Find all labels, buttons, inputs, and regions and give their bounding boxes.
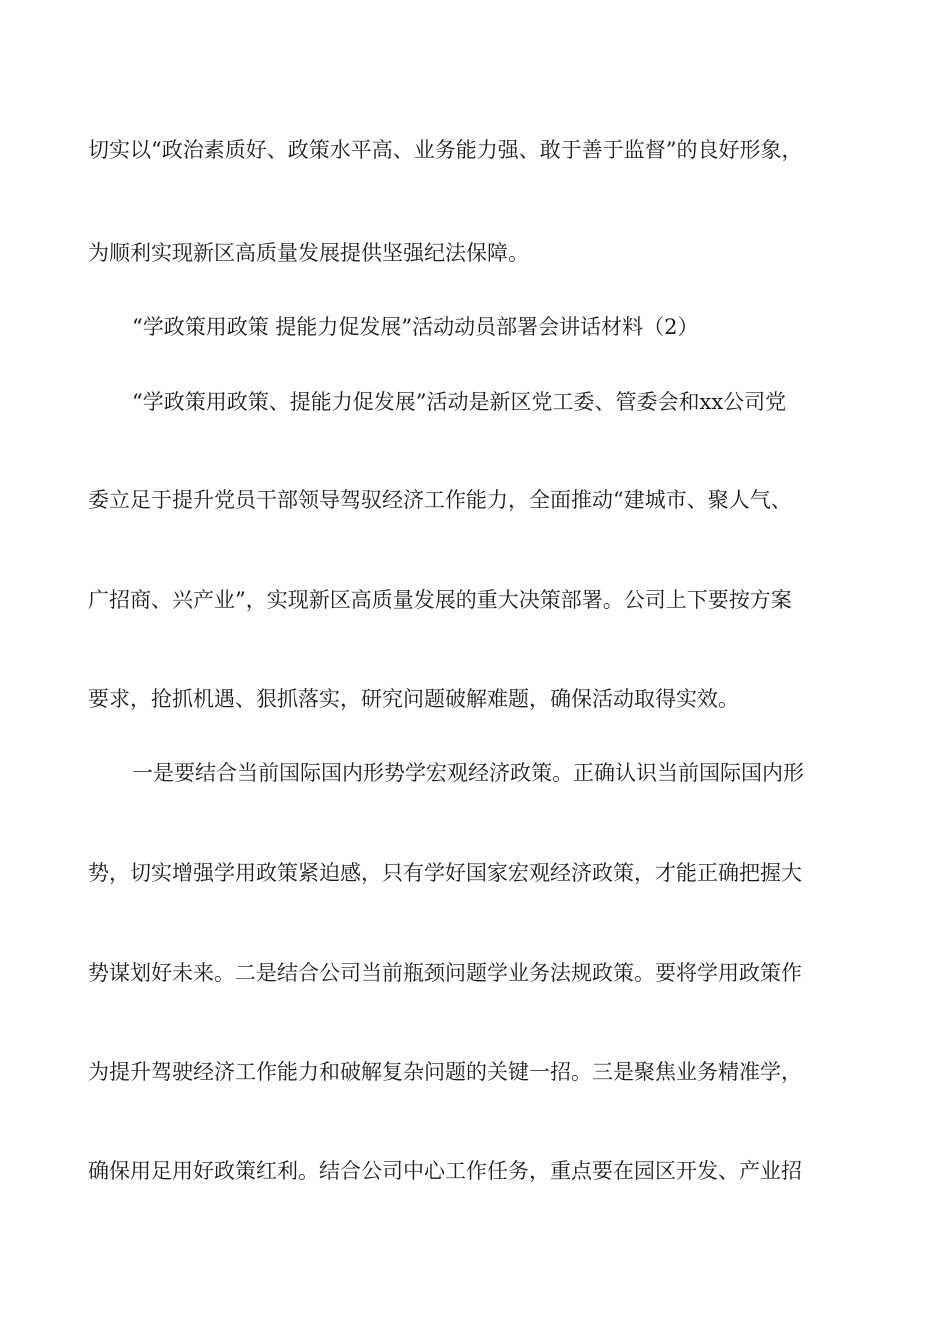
body-line-5: 委立足于提升党员干部领导驾驭经济工作能力，全面推动“建城市、聚人气、 xyxy=(88,488,792,512)
body-line-6: 广招商、兴产业”，实现新区高质量发展的重大决策部署。公司上下要按方案 xyxy=(88,588,792,612)
body-line-2: 为顺利实现新区高质量发展提供坚强纪法保障。 xyxy=(88,241,529,265)
body-line-4: “学政策用政策、提能力促发展”活动是新区党工委、管委会和xx公司党 xyxy=(132,390,787,414)
body-line-7: 要求，抢抓机遇、狠抓落实，研究问题破解难题，确保活动取得实效。 xyxy=(88,687,739,711)
body-line-8: 一是要结合当前国际国内形势学宏观经济政策。正确认识当前国际国内形 xyxy=(132,761,804,785)
body-line-12: 确保用足用好政策红利。结合公司中心工作任务，重点要在园区开发、产业招 xyxy=(88,1159,802,1183)
body-line-9: 势，切实增强学用政策紧迫感，只有学好国家宏观经济政策，才能正确把握大 xyxy=(88,861,802,885)
body-line-11: 为提升驾驶经济工作能力和破解复杂问题的关键一招。三是聚焦业务精准学， xyxy=(88,1060,802,1084)
section-heading: “学政策用政策 提能力促发展”活动动员部署会讲话材料（2） xyxy=(132,315,699,339)
body-line-1: 切实以“政治素质好、政策水平高、业务能力强、敢于善于监督”的良好形象， xyxy=(88,138,803,162)
body-line-10: 势谋划好未来。二是结合公司当前瓶颈问题学业务法规政策。要将学用政策作 xyxy=(88,961,802,985)
